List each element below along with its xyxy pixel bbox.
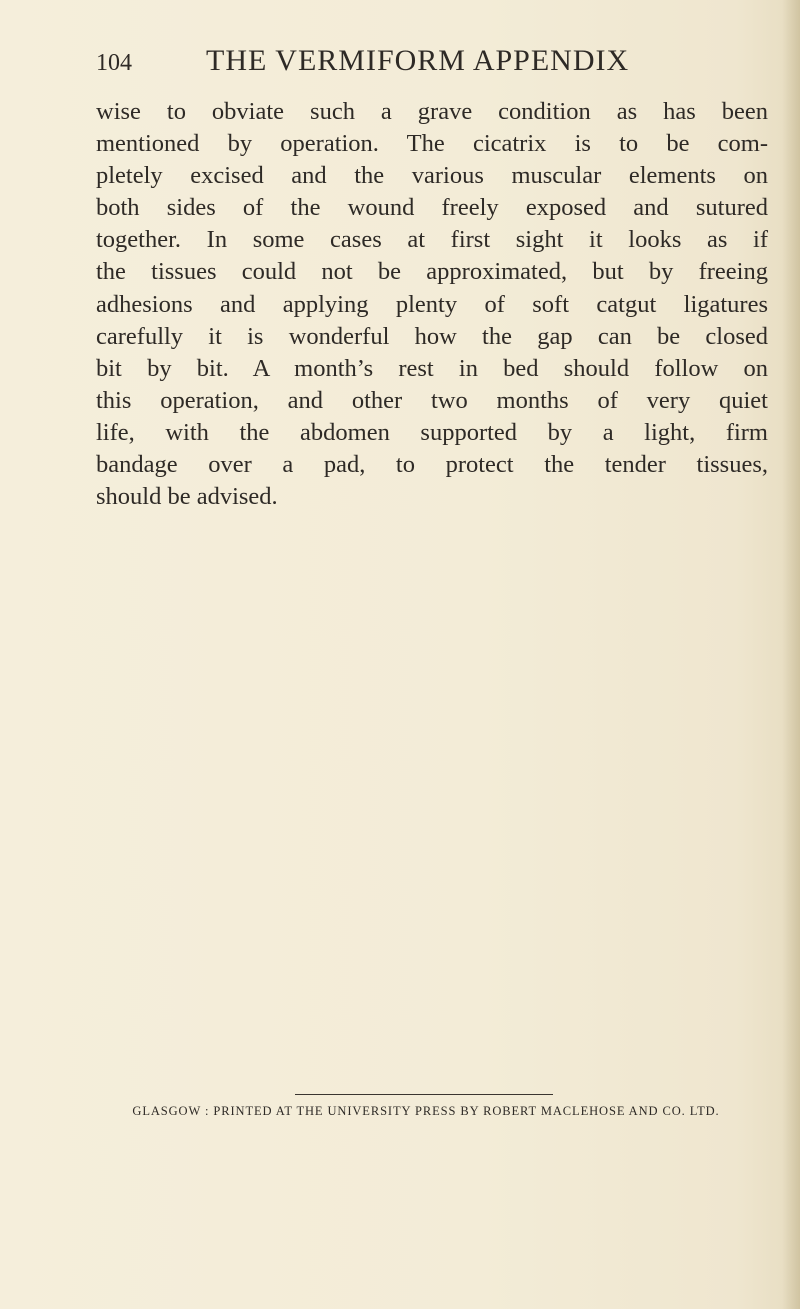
- text-line: the tissues could not be approximated, but by freeing: [96, 258, 768, 286]
- text-line: life, with the abdomen supported by a light, firm: [96, 418, 768, 446]
- text-line: together. In some cases at first sight it looks as if: [96, 226, 768, 254]
- text-line: bandage over a pad, to protect the tender tissues,: [96, 451, 768, 479]
- running-title: THE VERMIFORM APPENDIX: [206, 44, 630, 77]
- page-header: [96, 44, 752, 84]
- page-number: 104: [96, 50, 132, 76]
- page-edge-shadow: [782, 0, 800, 1309]
- body-paragraph: [96, 96, 768, 513]
- text-line: carefully it is wonderful how the gap can be closed: [96, 322, 768, 350]
- text-line: both sides of the wound freely exposed and sutured: [96, 194, 768, 222]
- text-line: mentioned by operation. The cicatrix is to be com-: [96, 130, 768, 158]
- text-line: pletely excised and the various muscular elements on: [96, 162, 768, 190]
- text-line: adhesions and applying plenty of soft catgut ligatures: [96, 290, 768, 318]
- printer-imprint: GLASGOW : PRINTED AT THE UNIVERSITY PRESS BY ROBERT MACLEHOSE AND CO. LTD.: [132, 1104, 720, 1118]
- footer-divider: [295, 1094, 553, 1095]
- text-line: bit by bit. A month’s rest in bed should follow on: [96, 354, 768, 382]
- text-line: wise to obviate such a grave condition as has been: [96, 98, 768, 125]
- text-line: this operation, and other two months of very quiet: [96, 386, 768, 414]
- text-line: should be advised.: [96, 483, 278, 511]
